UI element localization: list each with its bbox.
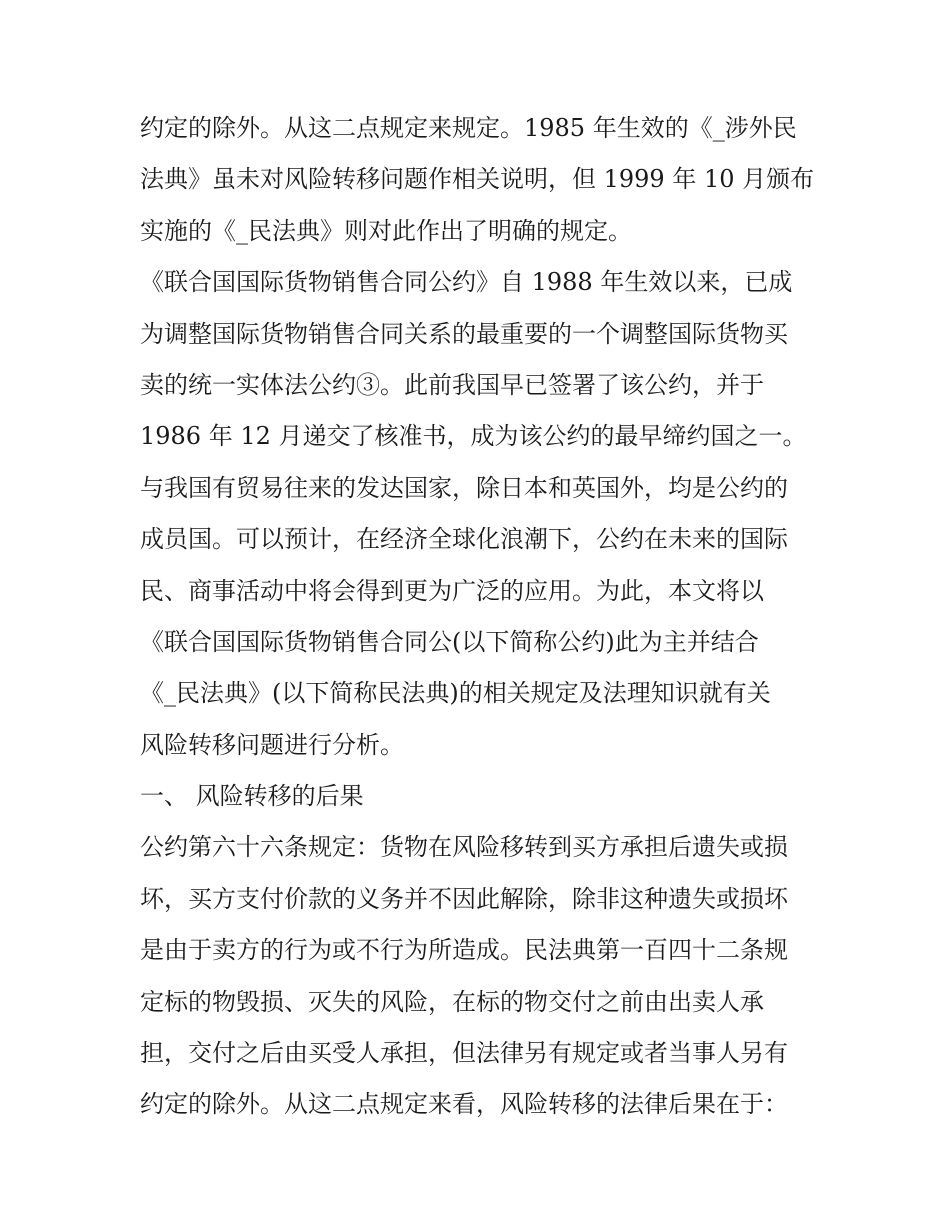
text-line: 约定的除外。从这二点规定来规定。1985 年生效的《_涉外民 [140,114,797,142]
text-line: 公约第六十六条规定：货物在风险移转到买方承担后遗失或损 [140,833,788,862]
text-line: 成员国。可以预计，在经济全球化浪潮下，公约在未来的国际 [140,525,788,554]
text-line: 坏，买方支付价款的义务并不因此解除，除非这种遗失或损坏 [140,884,788,913]
text-line: 民、商事活动中将会得到更为广泛的应用。为此，本文将以 [140,576,764,605]
text-line: 为调整国际货物销售合同关系的最重要的一个调整国际货物买 [140,319,788,348]
text-line: 约定的除外。从这二点规定来看，风险转移的法律后果在于： [140,1090,788,1119]
text-line: 《联合国国际货物销售合同公约》自 1988 年生效以来，已成 [140,268,793,297]
section-heading: 一、 风险转移的后果 [140,782,364,811]
text-line: 担，交付之后由买受人承担，但法律另有规定或者当事人另有 [140,1039,788,1068]
text-line: 《联合国国际货物销售合同公(以下简称公约)此为主并结合 [140,627,759,656]
text-line: 法典》虽未对风险转移问题作相关说明，但 1999 年 10 月颁布 [140,165,815,194]
text-line: 卖的统一实体法公约③。此前我国早已签署了该公约，并于 [140,370,764,399]
text-line: 实施的《_民法典》则对此作出了明确的规定。 [140,216,632,245]
text-line: 定标的物毁损、灭失的风险，在标的物交付之前由出卖人承 [140,987,764,1016]
text-line: 与我国有贸易往来的发达国家，除日本和英国外，均是公约的 [140,473,788,502]
text-line: 《_民法典》(以下简称民法典)的相关规定及法理知识就有关 [140,679,771,708]
text-line: 是由于卖方的行为或不行为所造成。民法典第一百四十二条规 [140,936,788,965]
text-line: 风险转移问题进行分析。 [140,730,404,759]
text-line: 1986 年 12 月递交了核准书，成为该公约的最早缔约国之一。 [140,422,807,451]
body-text [140,103,840,1131]
